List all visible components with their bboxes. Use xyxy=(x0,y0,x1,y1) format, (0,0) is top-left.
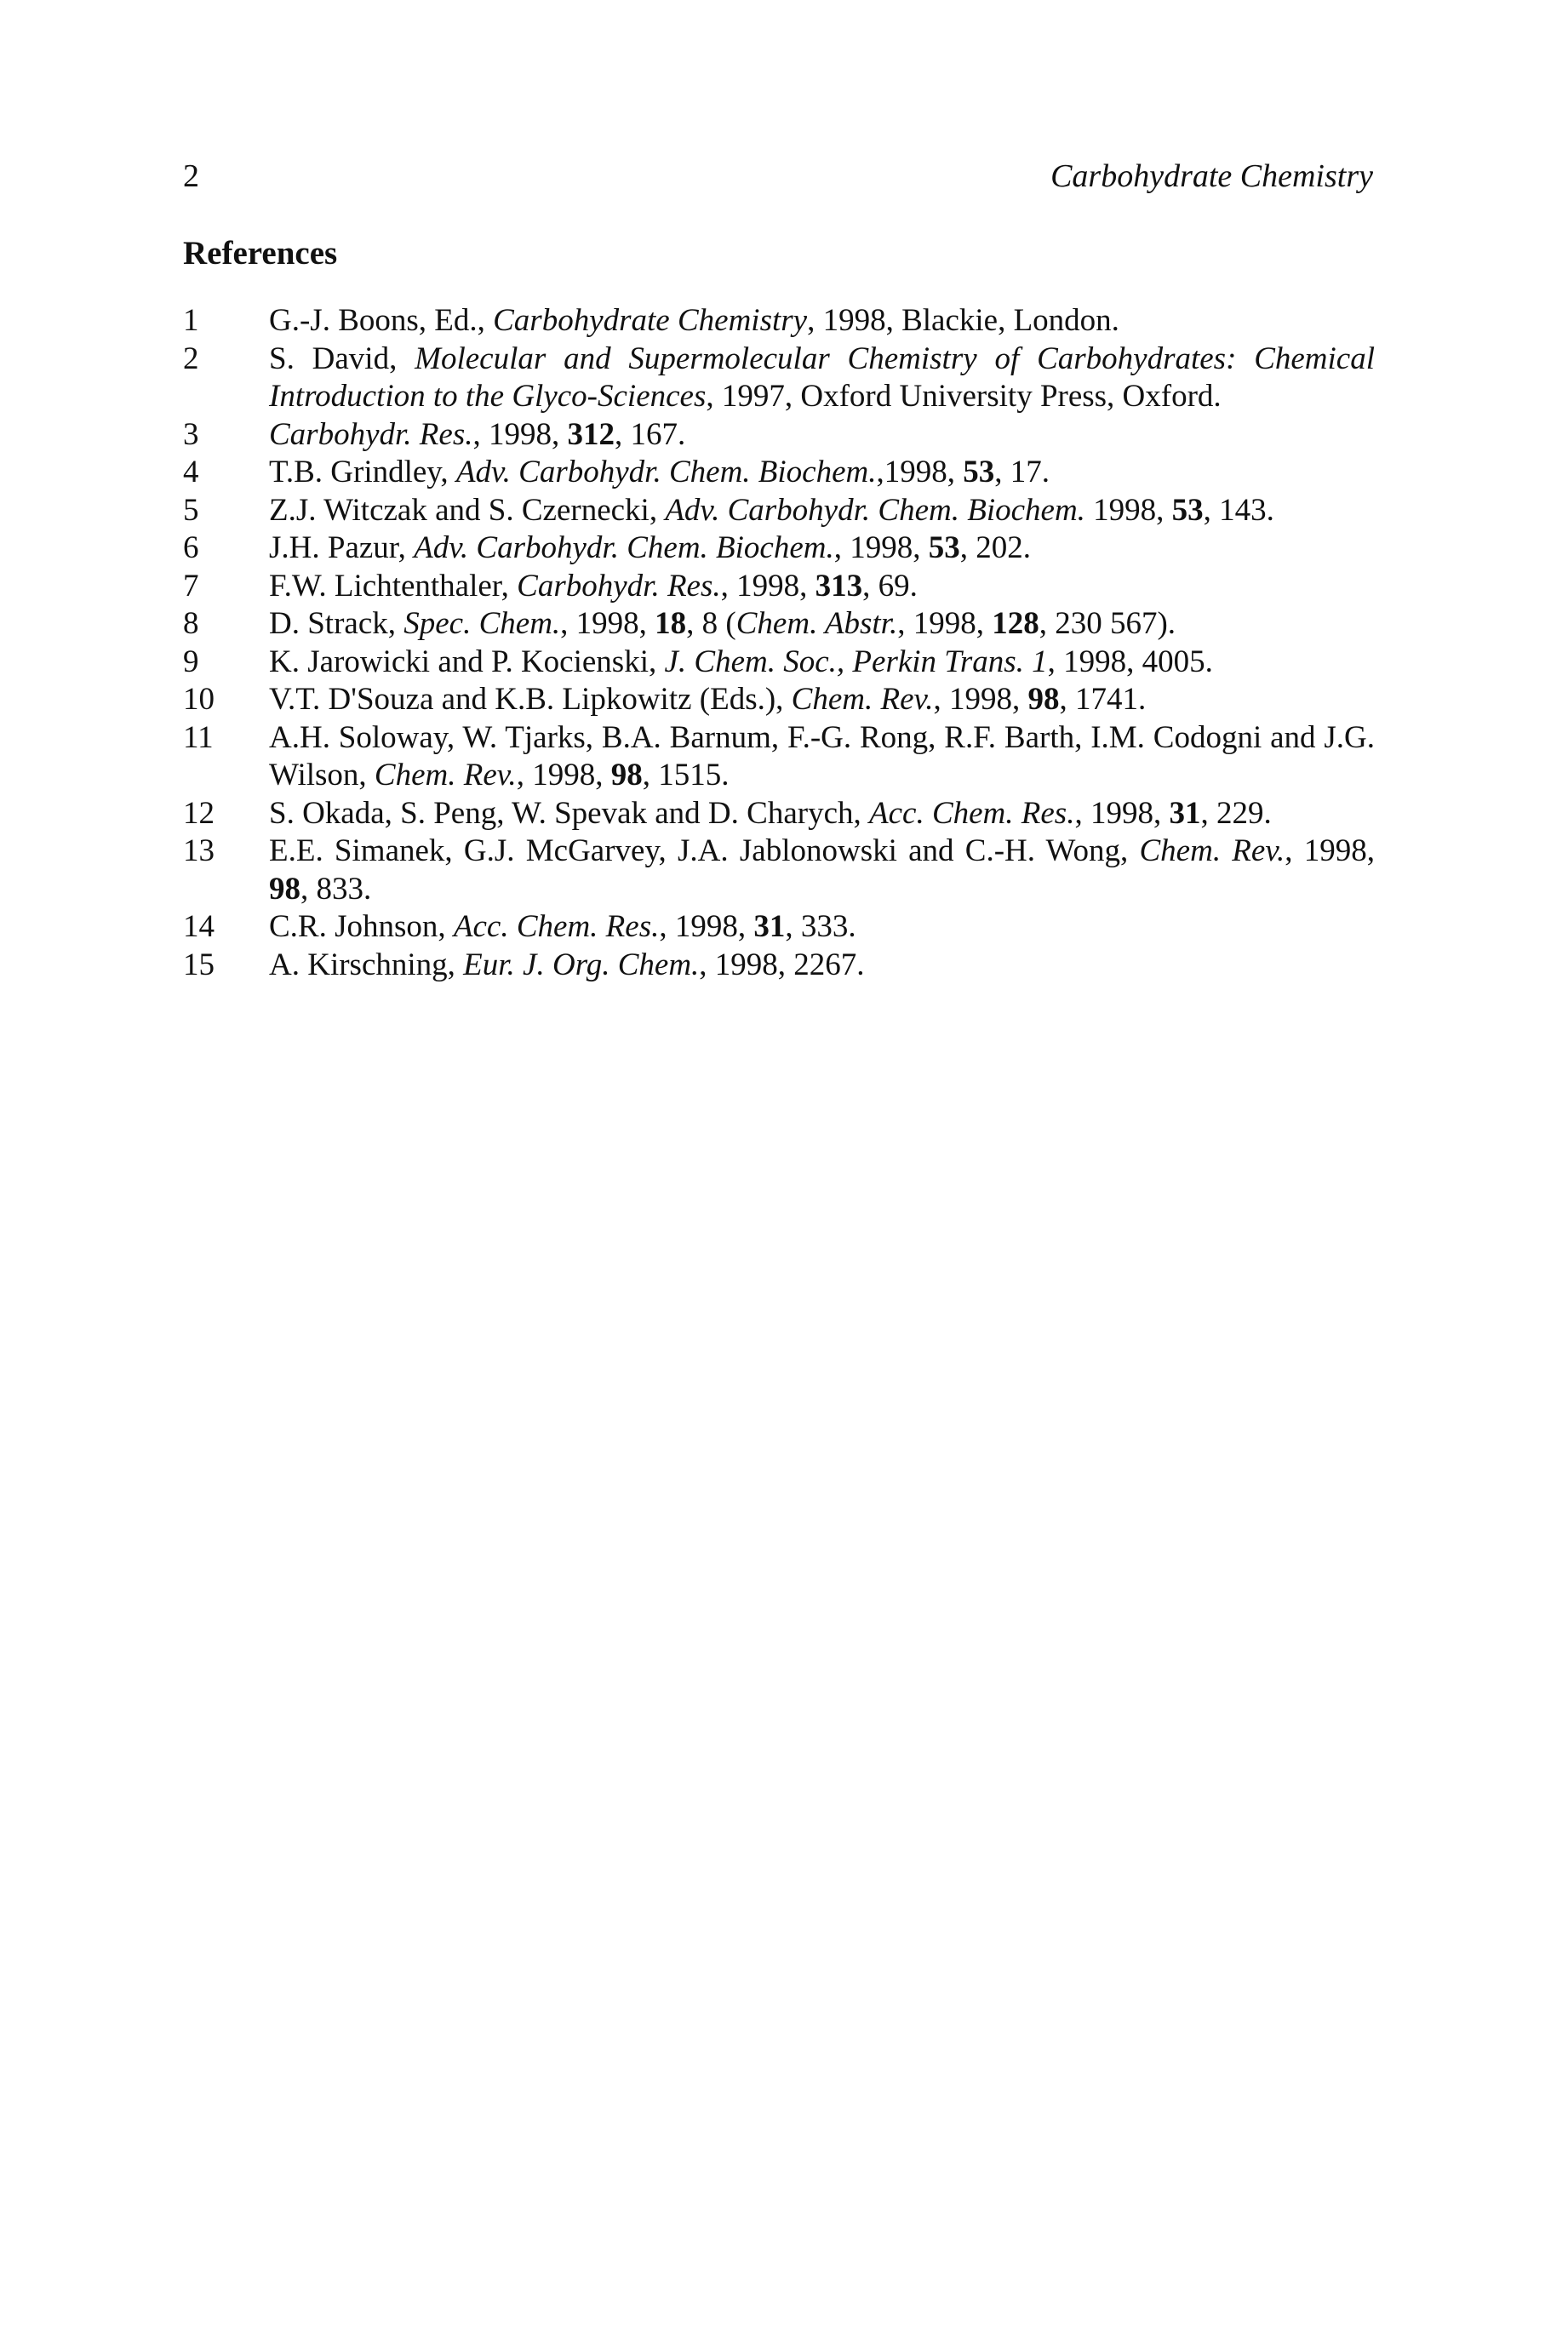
reference-text-run: , 833. xyxy=(300,871,372,907)
reference-text-run: , 1515. xyxy=(642,758,730,793)
reference-number: 1 xyxy=(183,303,199,338)
reference-text-run: , 1998, xyxy=(560,606,655,641)
reference-item xyxy=(183,681,1375,719)
reference-text-run: , 69. xyxy=(862,568,918,604)
reference-text-run: , 1998, xyxy=(720,568,815,604)
reference-text xyxy=(269,302,1375,340)
reference-item xyxy=(183,795,1375,833)
reference-item xyxy=(183,719,1375,795)
reference-item xyxy=(183,833,1375,908)
reference-source-title: J. Chem. Soc., Perkin Trans. 1 xyxy=(664,644,1048,679)
reference-text-run: A.H. Soloway, W. Tjarks, B.A. Barnum, F.-G. Rong, R.F. Barth, I.M. Codogni and J.G. Wilson, xyxy=(269,719,1375,793)
reference-source-title: Chem. Rev. xyxy=(791,682,934,717)
reference-source-title: Spec. Chem. xyxy=(403,606,561,641)
reference-volume: 98 xyxy=(269,871,300,907)
reference-text-run: D. Strack, xyxy=(269,606,404,641)
reference-item xyxy=(183,302,1375,340)
reference-volume: 312 xyxy=(567,416,615,452)
reference-text xyxy=(269,833,1375,908)
reference-source-title: Eur. J. Org. Chem. xyxy=(463,947,700,982)
reference-volume: 53 xyxy=(928,530,960,565)
running-title: Carbohydrate Chemistry xyxy=(1050,158,1373,194)
reference-text-run: , 230 567). xyxy=(1039,606,1176,641)
reference-volume: 31 xyxy=(753,909,786,944)
reference-text xyxy=(269,340,1375,416)
reference-text xyxy=(269,719,1375,795)
reference-number: 14 xyxy=(183,909,215,944)
reference-text-run: S. Okada, S. Peng, W. Spevak and D. Charych, xyxy=(269,795,869,831)
reference-source-title: Acc. Chem. Res. xyxy=(869,795,1075,831)
reference-volume: 53 xyxy=(1171,492,1204,528)
reference-volume: 98 xyxy=(610,758,643,793)
reference-source-title: Carbohydrate Chemistry xyxy=(493,303,808,338)
reference-item xyxy=(183,454,1375,492)
reference-number: 13 xyxy=(183,833,215,868)
reference-text xyxy=(269,605,1375,644)
reference-number: 11 xyxy=(183,719,214,755)
reference-number: 4 xyxy=(183,455,199,489)
reference-text-run: C.R. Johnson, xyxy=(269,909,454,944)
reference-text-run: , 1998, Blackie, London. xyxy=(807,303,1119,338)
reference-text xyxy=(269,568,1375,606)
reference-volume: 18 xyxy=(655,606,687,641)
reference-text-run: J.H. Pazur, xyxy=(269,530,415,565)
reference-list xyxy=(183,302,1375,984)
reference-text-run: , 333. xyxy=(785,909,856,944)
reference-number: 6 xyxy=(183,530,199,565)
reference-text xyxy=(269,947,1375,985)
reference-item xyxy=(183,340,1375,416)
reference-text-run: , 1998, xyxy=(516,758,611,793)
reference-text-run: V.T. D'Souza and K.B. Lipkowitz (Eds.), xyxy=(269,682,792,717)
reference-text-run: 1998, xyxy=(1084,492,1172,528)
reference-text-run: , 143. xyxy=(1203,492,1274,528)
reference-text xyxy=(269,681,1375,719)
reference-number: 12 xyxy=(183,795,215,831)
reference-item xyxy=(183,568,1375,606)
reference-text xyxy=(269,644,1375,682)
reference-item xyxy=(183,529,1375,568)
reference-text-run: , 202. xyxy=(959,530,1031,565)
reference-text-run: , 1741. xyxy=(1059,682,1147,717)
reference-text-run: , 1998, xyxy=(659,909,754,944)
reference-text-run: ,1998, xyxy=(876,455,964,489)
reference-item xyxy=(183,644,1375,682)
reference-item xyxy=(183,492,1375,530)
reference-volume: 128 xyxy=(992,606,1039,641)
reference-number: 10 xyxy=(183,682,215,717)
reference-source-title: Carbohydr. Res. xyxy=(269,416,473,452)
reference-volume: 31 xyxy=(1169,795,1201,831)
reference-text-run: , 8 ( xyxy=(686,606,736,641)
reference-item xyxy=(183,605,1375,644)
reference-source-title: Adv. Carbohydr. Chem. Biochem. xyxy=(665,492,1085,528)
reference-text-run: , 1998, 4005. xyxy=(1047,644,1213,679)
reference-number: 3 xyxy=(183,416,199,452)
reference-source-title: Adv. Carbohydr. Chem. Biochem. xyxy=(414,530,834,565)
reference-item xyxy=(183,908,1375,947)
reference-text-run: Z.J. Witczak and S. Czernecki, xyxy=(269,492,666,528)
reference-item xyxy=(183,947,1375,985)
reference-text xyxy=(269,416,1375,455)
reference-number: 2 xyxy=(183,340,199,376)
section-heading: References xyxy=(183,235,338,272)
reference-source-title: Adv. Carbohydr. Chem. Biochem. xyxy=(455,455,877,489)
reference-text-run: , 167. xyxy=(614,416,686,452)
reference-text-run: , 1998, xyxy=(1074,795,1170,831)
reference-item xyxy=(183,416,1375,455)
reference-text-run: , 1998, xyxy=(833,530,929,565)
reference-text-run: , 1998, xyxy=(1285,833,1375,868)
reference-text-run: , 229. xyxy=(1200,795,1272,831)
reference-text-run: E.E. Simanek, G.J. McGarvey, J.A. Jablonowski and C.-H. Wong, xyxy=(269,833,1140,868)
reference-volume: 98 xyxy=(1027,682,1060,717)
reference-source-title: Chem. Abstr. xyxy=(735,606,898,641)
reference-text xyxy=(269,492,1375,530)
reference-number: 9 xyxy=(183,644,199,679)
reference-text xyxy=(269,908,1375,947)
reference-text-run: , 1998, xyxy=(933,682,1028,717)
reference-text-run: S. David, xyxy=(269,340,415,376)
reference-volume: 313 xyxy=(815,568,863,604)
reference-text-run: , 1997, Oxford University Press, Oxford. xyxy=(706,379,1222,414)
reference-number: 15 xyxy=(183,947,215,982)
reference-text xyxy=(269,454,1375,492)
reference-text-run: , 1998, xyxy=(897,606,993,641)
reference-text-run: T.B. Grindley, xyxy=(269,455,456,489)
reference-text-run: , 1998, 2267. xyxy=(699,947,865,982)
reference-text-run: A. Kirschning, xyxy=(269,947,464,982)
reference-number: 5 xyxy=(183,492,199,528)
reference-text xyxy=(269,529,1375,568)
reference-text-run: , 17. xyxy=(994,455,1050,489)
reference-text xyxy=(269,795,1375,833)
reference-text-run: G.-J. Boons, Ed., xyxy=(269,303,494,338)
reference-source-title: Carbohydr. Res. xyxy=(517,568,721,604)
reference-volume: 53 xyxy=(963,455,995,489)
reference-text-run: , 1998, xyxy=(472,416,568,452)
reference-number: 8 xyxy=(183,606,199,641)
reference-number: 7 xyxy=(183,568,199,604)
reference-source-title: Chem. Rev. xyxy=(374,758,517,793)
reference-source-title: Chem. Rev. xyxy=(1139,833,1285,868)
reference-text-run: F.W. Lichtenthaler, xyxy=(269,568,518,604)
reference-source-title: Molecular and Supermolecular Chemistry of Carbohydrates: Chemical Introduction to the Glyco-Sciences xyxy=(269,340,1376,414)
reference-source-title: Acc. Chem. Res. xyxy=(453,909,660,944)
reference-text-run: K. Jarowicki and P. Kocienski, xyxy=(269,644,665,679)
page-number: 2 xyxy=(183,158,199,194)
